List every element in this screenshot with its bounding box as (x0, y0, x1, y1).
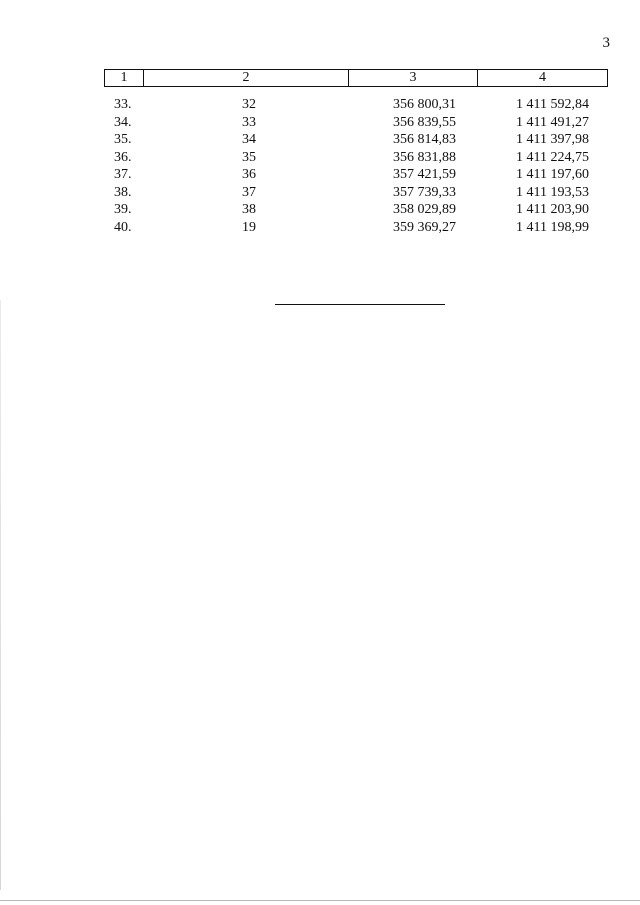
point-number: 33 (242, 114, 256, 130)
point-number: 38 (242, 202, 256, 217)
x-coordinate: 356 831,88 (393, 149, 456, 165)
row-number: 40. (114, 219, 132, 235)
table-row (104, 184, 608, 202)
table-row (104, 114, 608, 132)
y-coordinate: 1 411 592,84 (516, 97, 589, 112)
table-row (104, 149, 608, 167)
point-number: 34 (242, 132, 256, 147)
x-coordinate: 357 739,33 (393, 184, 456, 200)
table-row (104, 219, 608, 237)
scan-edge-bottom (0, 900, 640, 901)
page-number: 3 (602, 35, 610, 51)
x-coordinate: 357 421,59 (393, 167, 456, 182)
table-row (104, 201, 608, 219)
row-number: 39. (114, 202, 132, 217)
x-coordinate: 356 800,31 (393, 97, 456, 112)
y-coordinate: 1 411 491,27 (516, 114, 589, 130)
y-coordinate: 1 411 397,98 (516, 132, 589, 147)
end-of-document-rule (275, 304, 445, 305)
x-coordinate: 356 839,55 (393, 114, 456, 130)
point-number: 37 (242, 184, 256, 200)
table-row (104, 131, 608, 149)
y-coordinate: 1 411 203,90 (516, 202, 589, 217)
column-header-3: 3 (349, 70, 478, 86)
column-header-1: 1 (105, 70, 144, 86)
x-coordinate: 356 814,83 (393, 132, 456, 147)
column-header-2: 2 (144, 70, 349, 86)
x-coordinate: 359 369,27 (393, 219, 456, 235)
point-number: 35 (242, 149, 256, 165)
coordinates-table-body (104, 96, 608, 236)
y-coordinate: 1 411 198,99 (516, 219, 589, 235)
x-coordinate: 358 029,89 (393, 202, 456, 217)
table-row (104, 96, 608, 114)
y-coordinate: 1 411 197,60 (516, 167, 589, 182)
scan-edge-left (0, 300, 1, 890)
row-number: 33. (114, 97, 132, 112)
y-coordinate: 1 411 193,53 (516, 184, 589, 200)
row-number: 35. (114, 132, 132, 147)
column-header-4: 4 (539, 70, 546, 85)
row-number: 38. (114, 184, 132, 200)
point-number: 32 (242, 97, 256, 112)
point-number: 19 (242, 219, 256, 235)
table-header (104, 69, 608, 87)
y-coordinate: 1 411 224,75 (516, 149, 589, 165)
row-number: 34. (114, 114, 132, 130)
row-number: 37. (114, 167, 132, 182)
point-number: 36 (242, 167, 256, 182)
row-number: 36. (114, 149, 132, 165)
table-row (104, 166, 608, 184)
